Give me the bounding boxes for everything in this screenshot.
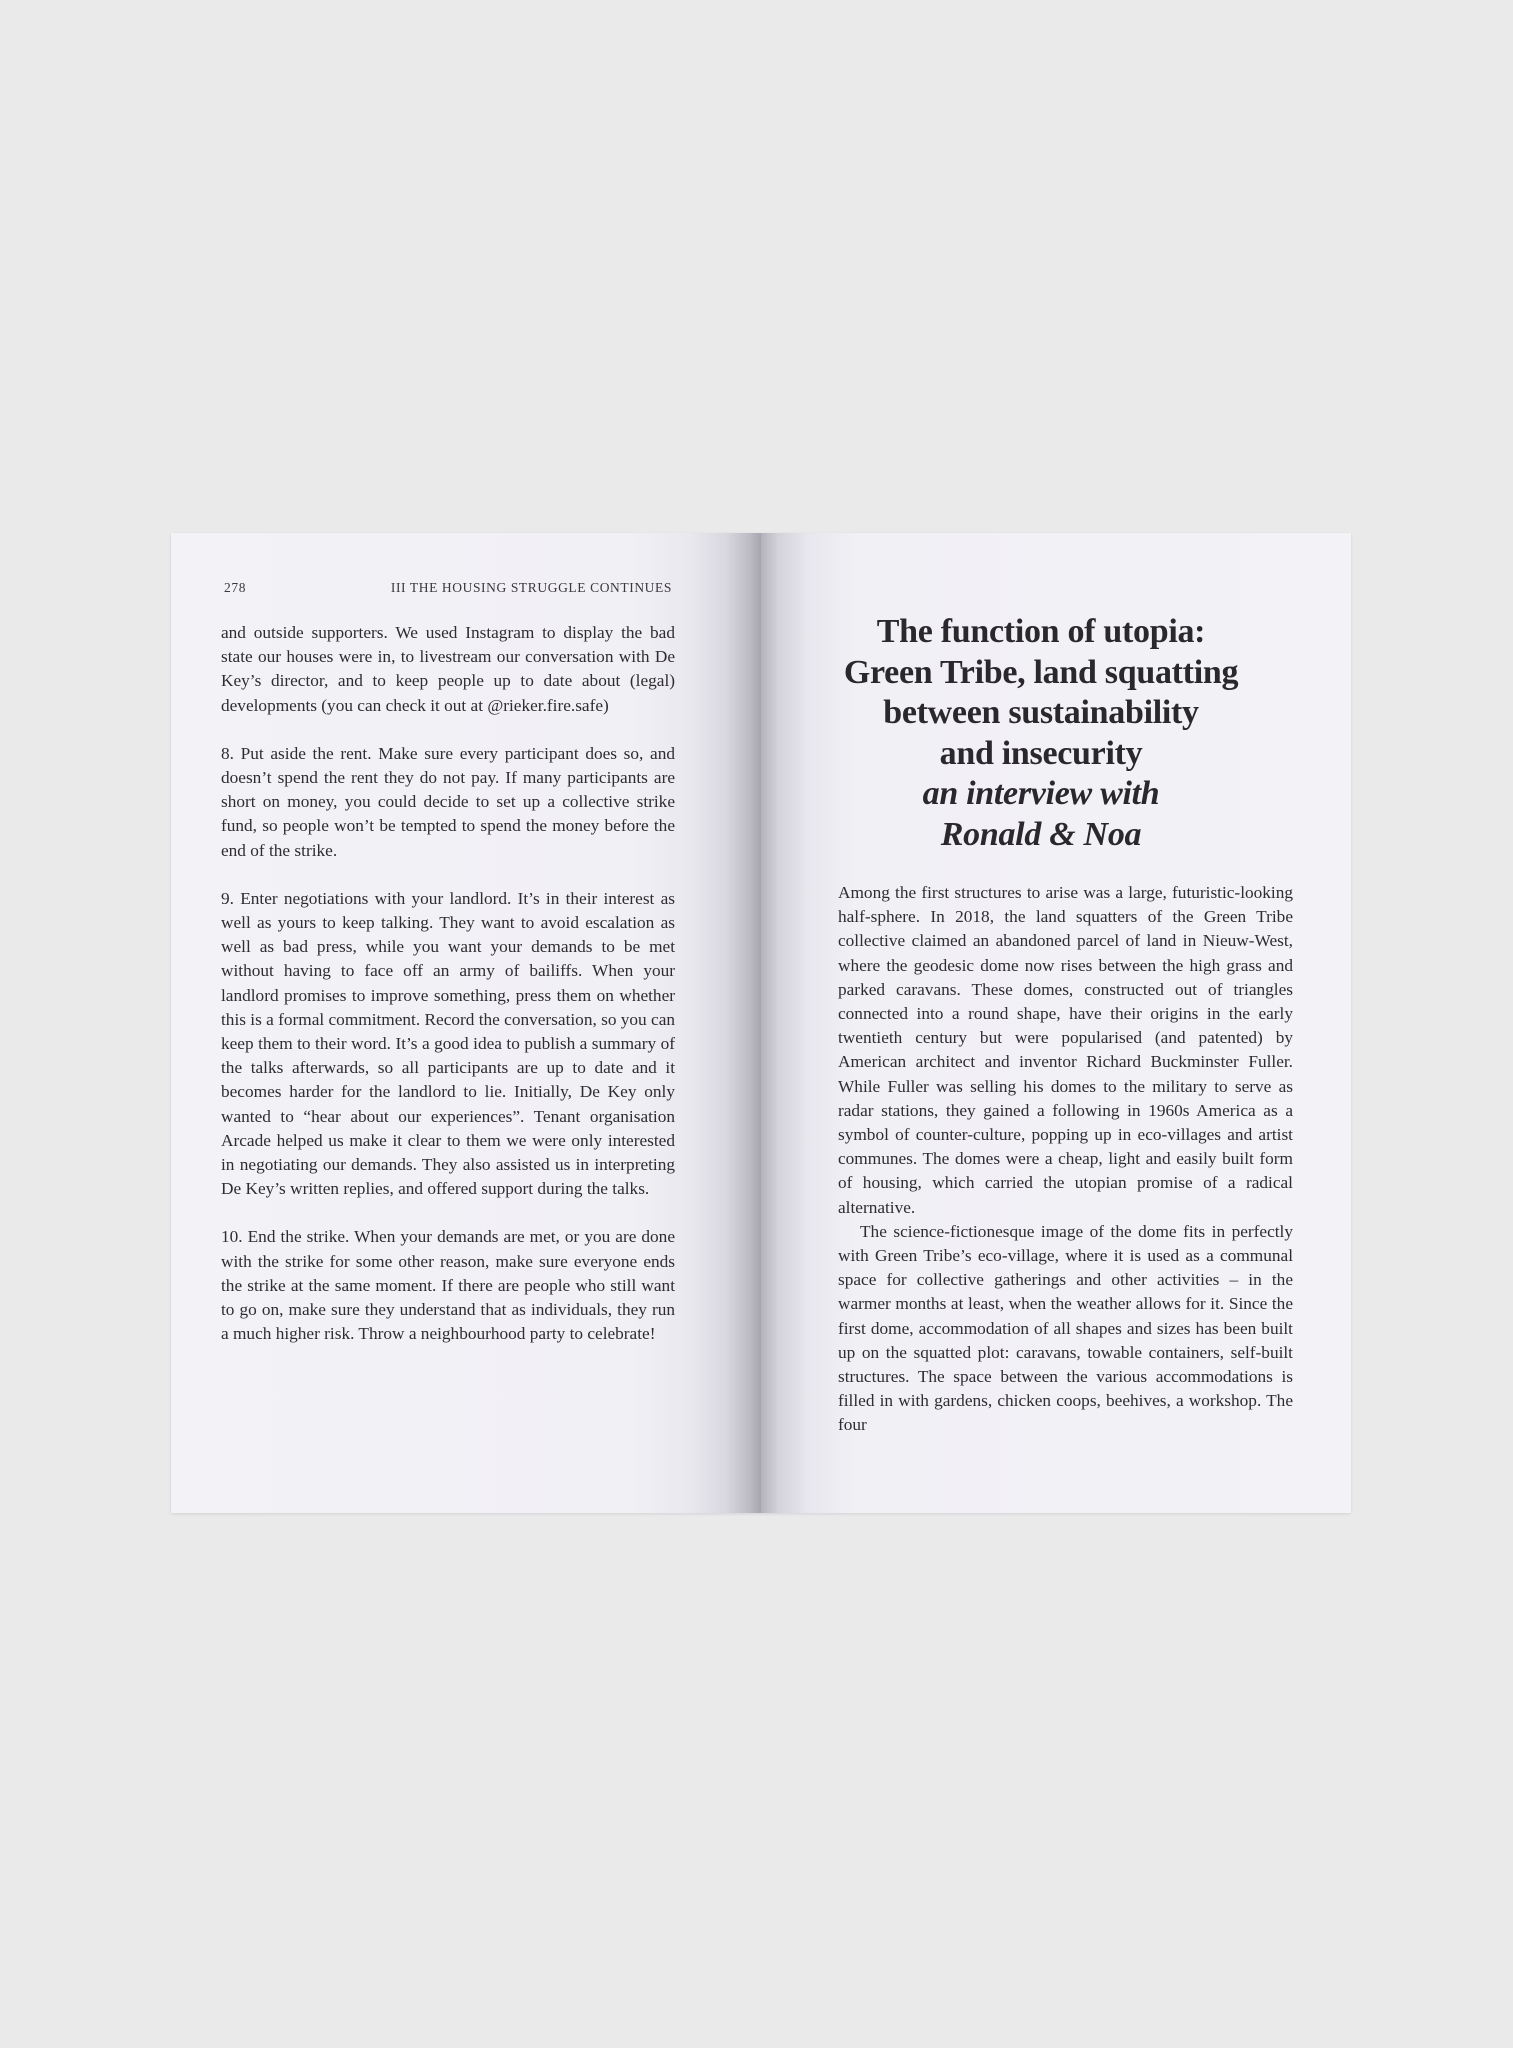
left-page	[171, 533, 761, 1513]
paragraph: 10. End the strike. When your demands are met, or you are done with the strike for some other reason, make sure everyone ends the strike at the same moment. If there are people who still want to go on, make sure they understand that as individuals, they run a much higher risk. Throw a neighbourhood party to celebrate!	[221, 1227, 675, 1344]
title-line: Green Tribe, land squatting	[843, 653, 1239, 691]
running-head	[224, 580, 672, 600]
paragraph: The science-fictionesque image of the dome fits in perfectly with Green Tribe’s eco-village, where it is used as a communal space for collective gatherings and other activities – in the warmer months at least, when the weather allows for it. Since the first dome, accommodation of all shapes and sizes has been built up on the squatted plot: caravans, towable containers, self-built structures. The space between the various accommodations is filled in with gardens, chicken coops, beehives, a workshop. The four	[838, 1221, 1293, 1435]
right-body-text	[838, 881, 1293, 1438]
title-line: The function of utopia:	[876, 613, 1206, 650]
section-title: III THE HOUSING STRUGGLE CONTINUES	[390, 580, 672, 595]
page-number: 278	[224, 580, 247, 595]
paragraph: and outside supporters. We used Instagram to display the bad state our houses were in, to livestream our conversation with De Key’s director, and to keep people up to date about (legal) developments (you can check it out at @rieker.fire.safe)	[221, 623, 675, 715]
paragraph: 8. Put aside the rent. Make sure every participant does so, and doesn’t spend the rent they do not pay. If many participants are short on money, you could decide to set up a collective strike fund, so people won’t be tempted to spend the money before the end of the strike.	[221, 743, 675, 860]
paragraph: Among the first structures to arise was a large, futuristic-looking half-sphere. In 2018, the land squatters of the Green Tribe collective claimed an abandoned parcel of land in Nieuw-West, where the geodesic dome now rises between the high grass and parked caravans. These domes, constructed out of triangles connected into a round shape, have their origins in the early twentieth century but were popularised (and patented) by American architect and inventor Richard Buckminster Fuller. While Fuller was selling his domes to the military to serve as radar stations, they gained a following in 1960s America as a symbol of counter-culture, popping up in eco-villages and artist communes. The domes were a cheap, light and easily built form of housing, which carried the utopian promise of a radical alternative.	[838, 883, 1293, 1217]
left-body-text	[221, 621, 675, 1370]
subtitle-line: an interview with	[922, 775, 1160, 812]
chapter-title	[831, 612, 1251, 855]
paragraph: 9. Enter negotiations with your landlord. It’s in their interest as well as yours to keep talking. They want to avoid escalation as well as bad press, while you want your demands to be met without having to face off an army of bailiffs. When your landlord promises to improve something, press them on whether this is a formal commitment. Record the conversation, so you can keep them to their word. It’s a good idea to publish a summary of the talks afterwards, so all participants are up to date and it becomes harder for the landlord to lie. Initially, De Key only wanted to “hear about our experiences”. Tenant organisation Arcade helped us make it clear to them we were only interested in negotiating our demands. They also assisted us in interpreting De Key’s written replies, and offered support during the talks.	[221, 888, 676, 1199]
title-line: and insecurity	[939, 734, 1143, 772]
title-line: between sustainability	[883, 694, 1199, 731]
subtitle-line: Ronald & Noa	[940, 815, 1142, 853]
open-book	[171, 533, 1351, 1513]
right-page	[761, 533, 1351, 1513]
